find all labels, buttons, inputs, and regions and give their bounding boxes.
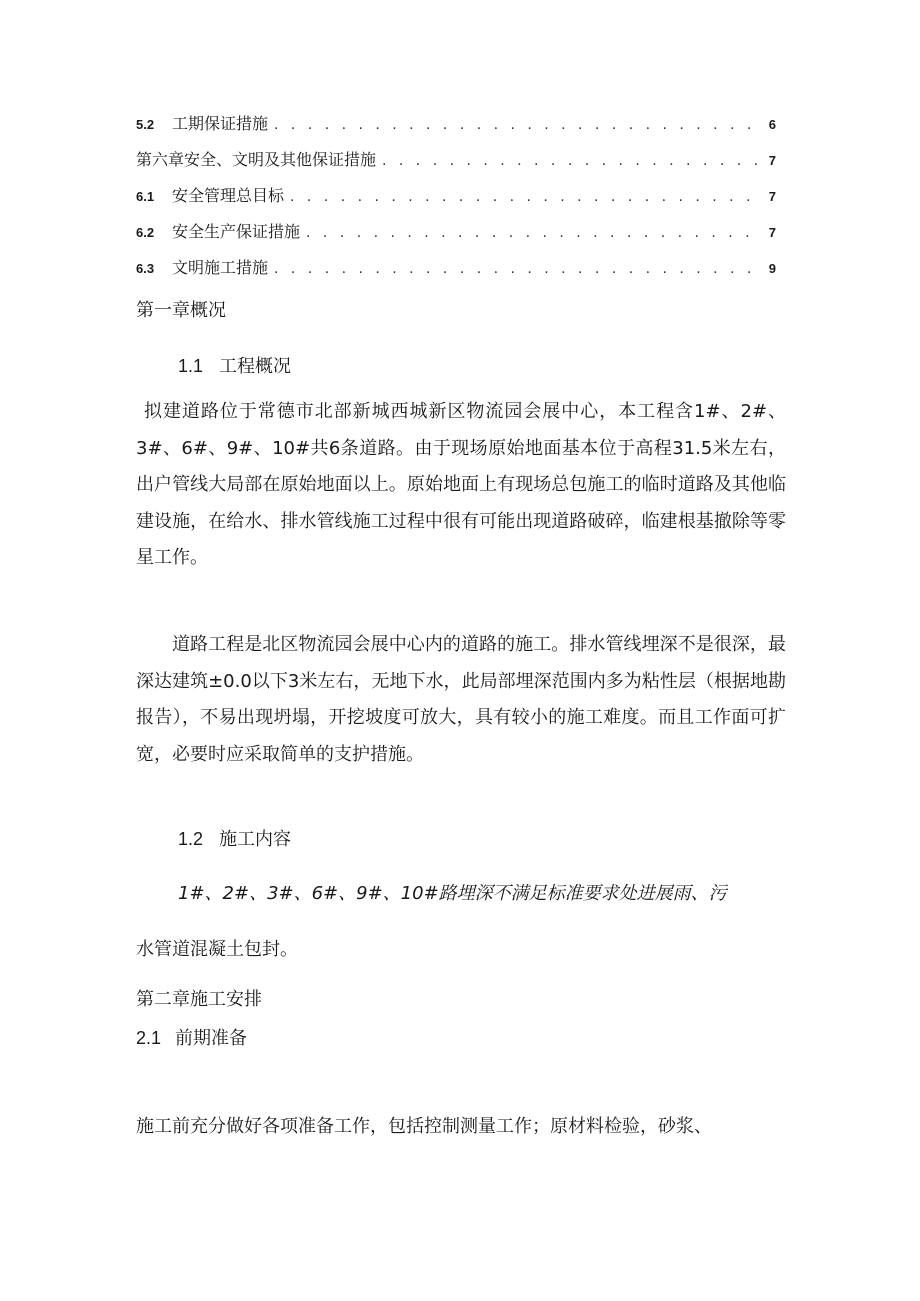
toc-leader-dots xyxy=(306,221,763,245)
section-number: 1.2 xyxy=(178,829,204,849)
preparation-paragraph: 施工前充分做好各项准备工作，包括控制测量工作；原材料检验，砂浆、 xyxy=(136,1116,712,1137)
toc-entry[interactable] xyxy=(136,220,776,256)
toc-page-number: 7 xyxy=(768,153,776,168)
section-title: 施工内容 xyxy=(219,829,292,850)
chapter-2-heading: 第二章施工安排 xyxy=(136,989,262,1010)
toc-title: 第六章安全、文明及其他保证措施 xyxy=(136,150,377,169)
toc-leader-dots xyxy=(274,257,763,281)
construction-content-line: 1#、2#、3#、6#、9#、10#路埋深不满足标准要求处进展雨、污 xyxy=(178,883,727,904)
construction-content-line: 水管道混凝土包封。 xyxy=(136,939,298,960)
section-1-2-heading xyxy=(178,825,291,851)
toc-leader-dots xyxy=(290,185,763,209)
overview-paragraph: 拟建道路位于常德市北部新城西城新区物流园会展中心，本工程含1#、2#、3#、6#、9#、10#共6条道路。由于现场原始地面基本位于高程31.5米左右，出户管线大局部在原始地面以上。原始地面上有现场总包施工的临时道路及其他临建设施，在给水、排水管线施工过程中很有可能出现道路破碎，临建根基撤除等零星工作。 xyxy=(136,401,786,568)
section-number: 2.1 xyxy=(136,1028,162,1048)
toc-entry[interactable] xyxy=(136,148,776,184)
toc-title: 安全管理总目标 xyxy=(172,186,285,205)
toc-number: 6.3 xyxy=(136,261,155,276)
toc-title: 安全生产保证措施 xyxy=(172,222,301,241)
section-title: 前期准备 xyxy=(175,1028,248,1049)
toc-entry[interactable] xyxy=(136,184,776,220)
toc-page-number: 7 xyxy=(768,225,776,240)
toc-page-number: 7 xyxy=(768,189,776,204)
toc-number: 6.2 xyxy=(136,225,155,240)
section-1-1-heading xyxy=(178,352,291,378)
toc-entry[interactable] xyxy=(136,112,776,148)
section-title: 工程概况 xyxy=(219,356,292,377)
chapter-1-heading: 第一章概况 xyxy=(136,300,226,321)
table-of-contents xyxy=(136,112,776,292)
toc-title: 工期保证措施 xyxy=(172,114,269,133)
toc-leader-dots xyxy=(274,113,763,137)
toc-title: 文明施工措施 xyxy=(172,258,269,277)
toc-number: 5.2 xyxy=(136,117,155,132)
toc-leader-dots xyxy=(382,149,763,173)
toc-number: 6.1 xyxy=(136,189,155,204)
section-number: 1.1 xyxy=(178,356,204,376)
road-works-paragraph: 道路工程是北区物流园会展中心内的道路的施工。排水管线埋深不是很深，最深达建筑±0.0以下3米左右，无地下水，此局部埋深范围内多为粘性层（根据地勘报告），不易出现坍塌，开挖坡度可放大，具有较小的施工难度。而且工作面可扩宽，必要时应采取简单的支护措施。 xyxy=(136,634,786,765)
section-2-1-heading xyxy=(136,1024,247,1050)
toc-entry[interactable] xyxy=(136,256,776,292)
toc-page-number: 6 xyxy=(768,117,776,132)
toc-page-number: 9 xyxy=(768,261,776,276)
